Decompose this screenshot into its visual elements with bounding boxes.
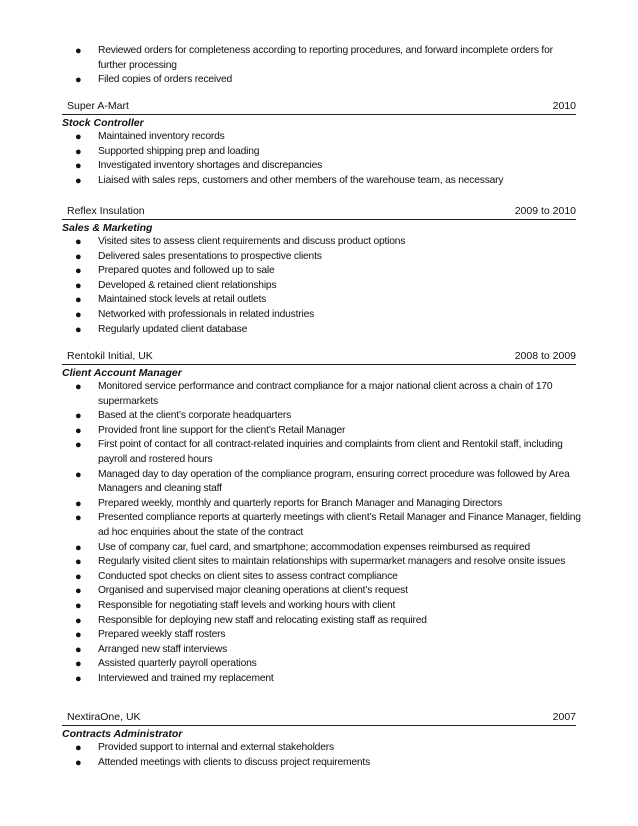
bullet-icon: ● [75, 160, 82, 173]
bullet-text: Maintained inventory records [98, 131, 225, 142]
bullet-text: Developed & retained client relationships [98, 279, 277, 291]
job-header [62, 348, 576, 365]
bullet-text: Managed day to day operation of the compliance program, ensuring correct procedure was followed by Area Managers and cleaning staff [98, 468, 570, 495]
bullet-item [0, 293, 638, 308]
bullet-text: Use of company car, fuel card, and smartphone; accommodation expenses reimbursed as required [98, 541, 531, 553]
bullet-icon: ● [75, 424, 82, 437]
job-super-a-mart [0, 98, 638, 188]
bullet-item [0, 599, 638, 614]
bullet-icon: ● [75, 497, 82, 510]
bullet-item [0, 541, 638, 556]
bullet-item [0, 570, 638, 585]
bullet-text: Filed copies of orders received [98, 74, 233, 86]
bullet-item [0, 468, 638, 497]
bullet-icon: ● [75, 131, 82, 143]
job-bullet-list [0, 380, 638, 686]
bullet-item [0, 264, 638, 279]
bullet-text: Reviewed orders for completeness according to reporting procedures, and forward incomplete orders for further processing [98, 45, 553, 71]
job-role: Contracts Administrator [62, 728, 183, 740]
bullet-item [0, 657, 638, 672]
bullet-icon: ● [75, 658, 82, 671]
bullet-text: Investigated inventory shortages and discrepancies [98, 160, 323, 172]
bullet-icon: ● [75, 323, 82, 336]
bullet-text: Arranged new staff interviews [98, 643, 228, 655]
bullet-icon: ● [75, 541, 82, 554]
job-header [62, 709, 576, 726]
bullet-text: Provided support to internal and external stakeholders [98, 742, 334, 753]
bullet-icon: ● [75, 308, 82, 321]
job-years: 2009 to 2010 [514, 205, 576, 217]
bullet-item [0, 323, 638, 338]
bullet-text: Attended meetings with clients to discuss project requirements [98, 756, 371, 768]
bullet-icon: ● [75, 174, 82, 187]
bullet-icon: ● [75, 410, 82, 423]
job-years: 2007 [552, 711, 576, 723]
bullet-text: Based at the client’s corporate headquarters [98, 410, 292, 422]
bullet-item [0, 497, 638, 512]
job-nextiraone [0, 709, 638, 770]
bullet-text: Conducted spot checks on client sites to assess contract compliance [98, 570, 398, 582]
bullet-icon: ● [75, 294, 82, 307]
job-years: 2010 [552, 100, 576, 112]
job-bullet-list [0, 130, 638, 188]
bullet-text: Monitored service performance and contract compliance for a major national client across a chain of 170 supermarkets [98, 381, 553, 407]
job-header [62, 98, 576, 115]
bullet-text: Regularly updated client database [98, 323, 248, 335]
bullet-icon: ● [75, 614, 82, 627]
bullet-text: Regularly visited client sites to maintain relationships with supermarket managers and resolve onsite issues [98, 556, 566, 568]
job-bullet-list [0, 235, 638, 337]
bullet-item [0, 643, 638, 658]
bullet-item [0, 555, 638, 570]
bullet-icon: ● [75, 279, 82, 292]
bullet-item [0, 73, 638, 88]
bullet-icon: ● [75, 756, 82, 769]
bullet-icon: ● [75, 599, 82, 612]
bullet-item [0, 174, 638, 189]
bullet-item [0, 159, 638, 174]
job-role: Client Account Manager [62, 367, 182, 379]
bullet-item [0, 279, 638, 294]
bullet-item [0, 145, 638, 160]
top-bullet-list [0, 44, 638, 88]
bullet-item [0, 235, 638, 250]
bullet-icon: ● [75, 45, 82, 57]
bullet-text: Maintained stock levels at retail outlets [98, 294, 267, 306]
bullet-item [0, 628, 638, 643]
job-header [62, 203, 576, 220]
bullet-item [0, 44, 638, 73]
bullet-text: First point of contact for all contract-related inquiries and complaints from client and Rentokil staff, including payroll and rostered hours [98, 439, 563, 465]
bullet-text: Delivered sales presentations to prospective clients [98, 250, 322, 262]
bullet-text: Presented compliance reports at quarterly meetings with client’s Retail Manager and Finance Manager, fielding ad hoc enquiries about the state of the contract [98, 512, 581, 538]
company-name: Rentokil Initial, UK [67, 350, 153, 362]
bullet-item [0, 614, 638, 629]
bullet-icon: ● [75, 672, 82, 685]
bullet-text: Prepared quotes and followed up to sale [98, 265, 275, 277]
job-reflex-insulation [0, 203, 638, 337]
bullet-text: Prepared weekly staff rosters [98, 629, 226, 641]
bullet-text: Liaised with sales reps, customers and other members of the warehouse team, as necessary [98, 174, 504, 186]
bullet-item [0, 438, 638, 467]
bullet-text: Responsible for deploying new staff and relocating existing staff as required [98, 614, 427, 626]
bullet-icon: ● [75, 585, 82, 598]
job-role: Sales & Marketing [62, 222, 153, 234]
bullet-item [0, 756, 638, 771]
bullet-item [0, 250, 638, 265]
bullet-item [0, 741, 638, 756]
bullet-icon: ● [75, 145, 82, 158]
bullet-text: Visited sites to assess client requirements and discuss product options [98, 236, 406, 247]
job-role: Stock Controller [62, 117, 144, 129]
company-name: Super A-Mart [67, 100, 129, 112]
bullet-item [0, 424, 638, 439]
bullet-text: Organised and supervised major cleaning operations at client’s request [98, 585, 408, 597]
bullet-item [0, 409, 638, 424]
bullet-icon: ● [75, 265, 82, 278]
bullet-icon: ● [75, 381, 82, 393]
bullet-item [0, 584, 638, 599]
job-bullet-list [0, 741, 638, 770]
bullet-icon: ● [75, 468, 82, 481]
bullet-text: Supported shipping prep and loading [98, 145, 260, 157]
bullet-icon: ● [75, 74, 82, 87]
job-rentokil-initial [0, 348, 638, 686]
bullet-icon: ● [75, 439, 82, 452]
bullet-icon: ● [75, 643, 82, 656]
top-bullets-section [0, 44, 638, 88]
bullet-item [0, 308, 638, 323]
bullet-icon: ● [75, 629, 82, 642]
bullet-text: Prepared weekly, monthly and quarterly reports for Branch Manager and Managing Directors [98, 497, 503, 509]
bullet-text: Provided front line support for the client’s Retail Manager [98, 424, 346, 436]
bullet-icon: ● [75, 236, 82, 248]
bullet-item [0, 672, 638, 687]
company-name: Reflex Insulation [67, 205, 145, 217]
bullet-item [0, 380, 638, 409]
bullet-text: Responsible for negotiating staff levels and working hours with client [98, 599, 396, 611]
bullet-icon: ● [75, 556, 82, 569]
bullet-item [0, 130, 638, 145]
bullet-item [0, 511, 638, 540]
company-name: NextiraOne, UK [67, 711, 141, 723]
bullet-icon: ● [75, 512, 82, 525]
bullet-text: Assisted quarterly payroll operations [98, 658, 257, 670]
bullet-icon: ● [75, 250, 82, 263]
bullet-icon: ● [75, 742, 82, 754]
job-years: 2008 to 2009 [514, 350, 576, 362]
bullet-text: Interviewed and trained my replacement [98, 672, 274, 684]
bullet-text: Networked with professionals in related industries [98, 308, 315, 320]
bullet-icon: ● [75, 570, 82, 583]
